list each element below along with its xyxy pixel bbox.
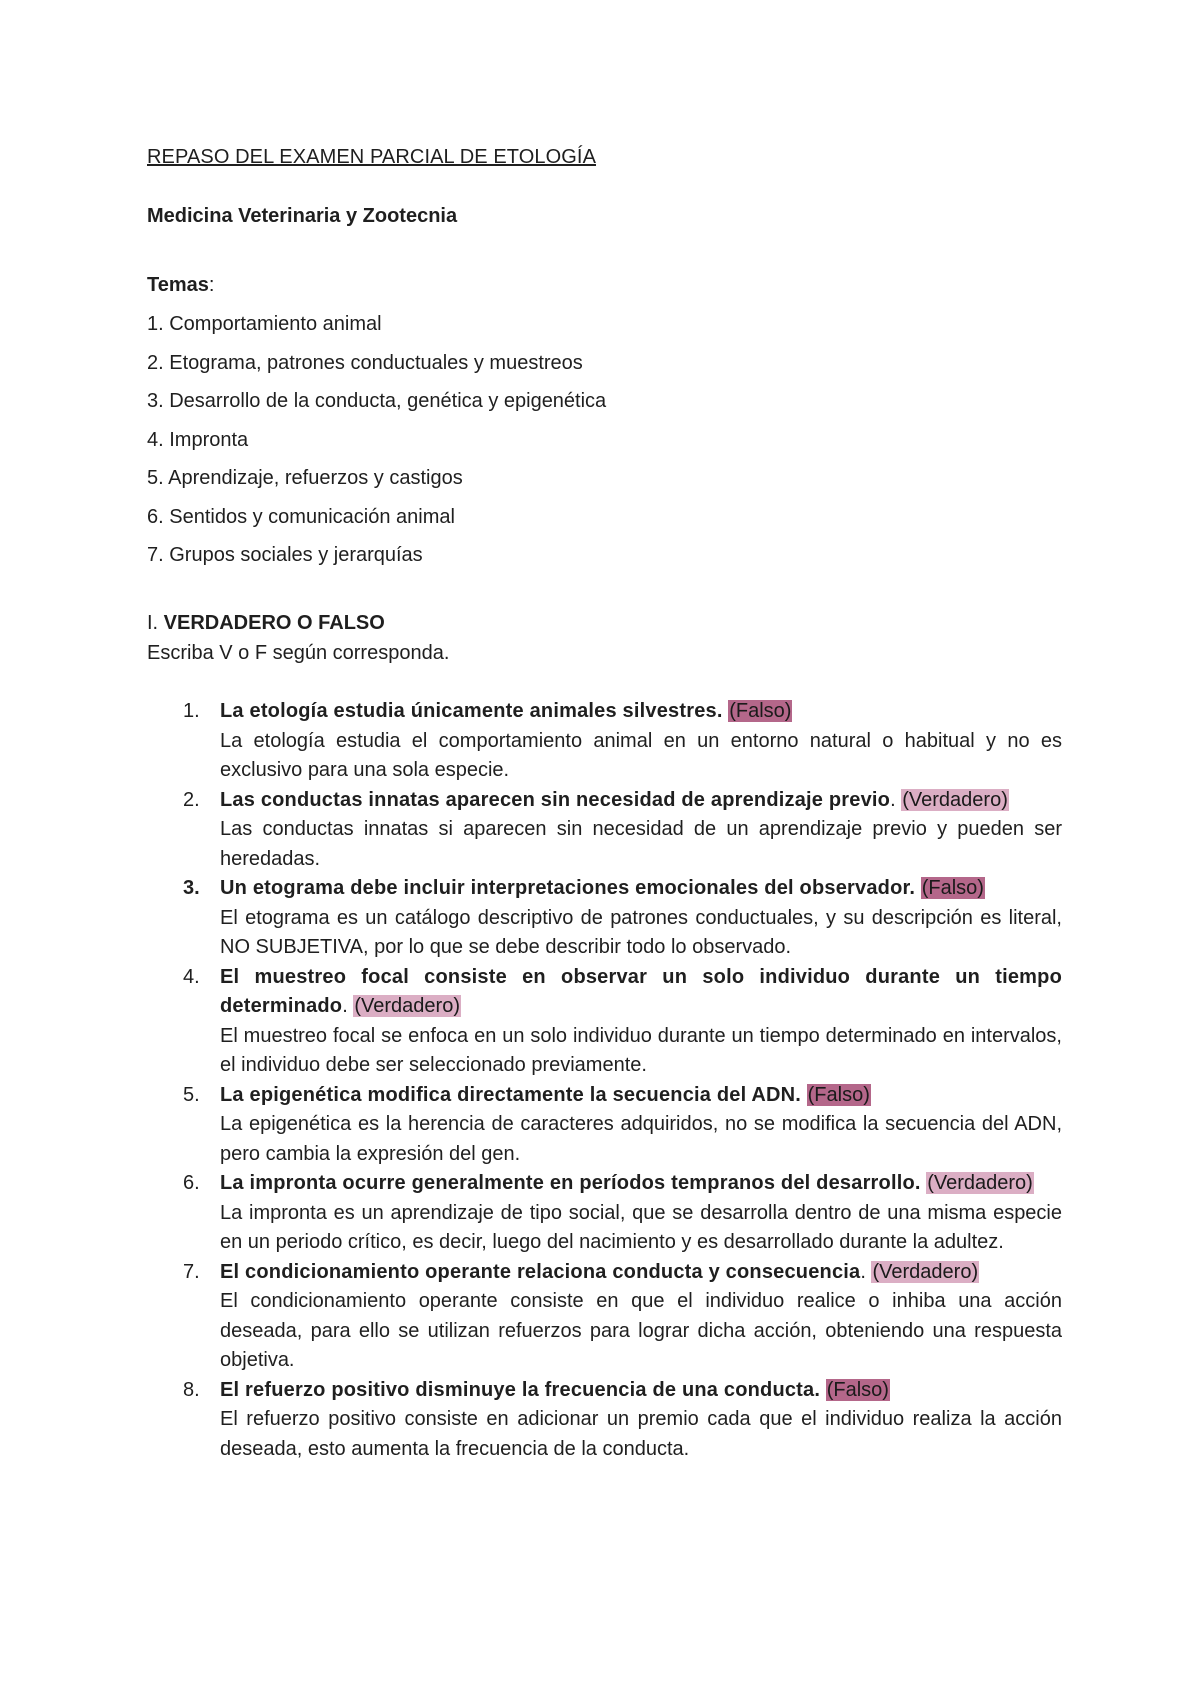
question-explanation: La impronta es un aprendizaje de tipo social, que se desarrolla dentro de una misma especie en un periodo crítico, es decir, luego del nacimiento y es desarrollado durante la adultez. — [220, 1201, 1062, 1253]
statement-separator: . — [860, 1260, 872, 1283]
question-item — [147, 786, 1062, 875]
question-item — [147, 1376, 1062, 1465]
question-number: 3. — [183, 877, 200, 899]
question-number: 1. — [183, 700, 200, 722]
question-item — [147, 1081, 1062, 1170]
question-explanation: El etograma es un catálogo descriptivo de patrones conductuales, y su descripción es literal, NO SUBJETIVA, por lo que se debe describir todo lo observado. — [220, 906, 1062, 958]
statement-separator: . — [342, 995, 354, 1017]
tema-item: 6. Sentidos y comunicación animal — [147, 505, 455, 528]
questions-list — [147, 697, 1062, 1464]
answer-badge: (Falso) — [807, 1083, 870, 1106]
statement-text: La epigenética modifica directamente la secuencia del ADN. — [220, 1083, 802, 1106]
statement-text: Un etograma debe incluir interpretaciones emocionales del observador. — [220, 877, 916, 899]
question-explanation: La epigenética es la herencia de caracteres adquiridos, no se modifica la secuencia del ADN, pero cambia la expresión del gen. — [220, 1113, 1062, 1165]
question-explanation: El refuerzo positivo consiste en adicionar un premio cada que el individuo realiza la acción deseada, esto aumenta la frecuencia de la conducta. — [220, 1408, 1062, 1460]
statement-separator — [801, 1084, 807, 1106]
statement-text: El condicionamiento operante relaciona conducta y consecuencia — [220, 1260, 861, 1283]
question-item — [147, 963, 1062, 1081]
question-item — [147, 874, 1062, 963]
tema-item: 7. Grupos sociales y jerarquías — [147, 544, 423, 566]
question-number: 2. — [183, 788, 200, 811]
temas-label: Temas — [147, 274, 209, 296]
question-explanation: El muestreo focal se enfoca en un solo individuo durante un tiempo determinado en intervalos, el individuo debe ser seleccionado previamente. — [220, 1024, 1062, 1076]
answer-badge: (Falso) — [826, 1378, 889, 1401]
section-instruction: Escriba V o F según corresponda. — [147, 642, 450, 664]
answer-badge: (Verdadero) — [927, 1172, 1033, 1194]
answer-badge: (Verdadero) — [354, 995, 460, 1017]
question-statement — [220, 697, 1062, 727]
question-statement — [220, 1169, 1062, 1199]
temas-colon: : — [208, 274, 215, 296]
question-statement — [220, 963, 1062, 1022]
statement-text: El muestreo focal consiste en observar un solo individuo durante un tiempo determinado — [220, 965, 1062, 1017]
statement-separator — [915, 877, 921, 899]
tema-item: 4. Impronta — [147, 428, 249, 451]
section-numeral: I. — [147, 612, 164, 634]
question-number: 8. — [183, 1378, 200, 1401]
question-statement — [220, 874, 1062, 904]
question-number: 5. — [183, 1083, 200, 1106]
question-explanation: Las conductas innatas si aparecen sin necesidad de un aprendizaje previo y pueden ser heredadas. — [220, 818, 1062, 870]
statement-text: Las conductas innatas aparecen sin necesidad de aprendizaje previo — [220, 788, 891, 811]
question-statement — [220, 786, 1062, 816]
statement-text: La impronta ocurre generalmente en períodos tempranos del desarrollo. — [220, 1172, 921, 1194]
question-statement — [220, 1081, 1062, 1111]
question-statement — [220, 1258, 1062, 1288]
tema-item: 5. Aprendizaje, refuerzos y castigos — [147, 467, 463, 489]
temas-heading — [147, 274, 214, 297]
question-explanation: El condicionamiento operante consiste en que el individuo realice o inhiba una acción deseada, para ello se utilizan refuerzos para lograr dicha acción, obteniendo una respuesta objetiva. — [220, 1290, 1062, 1371]
answer-badge: (Falso) — [921, 877, 984, 899]
answer-badge: (Falso) — [729, 700, 792, 722]
answer-badge: (Verdadero) — [872, 1260, 979, 1283]
tema-item: 2. Etograma, patrones conductuales y muestreos — [147, 351, 583, 374]
statement-separator — [820, 1379, 826, 1401]
document-subtitle: Medicina Veterinaria y Zootecnia — [147, 205, 458, 227]
answer-badge: (Verdadero) — [902, 788, 1008, 811]
section-title: VERDADERO O FALSO — [163, 612, 385, 634]
question-number: 7. — [183, 1260, 200, 1283]
tema-item: 3. Desarrollo de la conducta, genética y epigenética — [147, 390, 607, 412]
question-item — [147, 1169, 1062, 1258]
statement-text: La etología estudia únicamente animales silvestres. — [220, 700, 723, 722]
question-explanation: La etología estudia el comportamiento animal en un entorno natural o habitual y no es exclusivo para una sola especie. — [220, 729, 1062, 781]
temas-list — [147, 311, 606, 581]
question-statement — [220, 1376, 1062, 1406]
question-item — [147, 1258, 1062, 1376]
tema-item: 1. Comportamiento animal — [147, 313, 382, 335]
question-number: 6. — [183, 1172, 200, 1194]
question-item — [147, 697, 1062, 786]
question-number: 4. — [183, 965, 200, 988]
statement-separator: . — [890, 788, 902, 811]
section-heading — [147, 612, 385, 635]
document-title: REPASO DEL EXAMEN PARCIAL DE ETOLOGÍA — [147, 146, 597, 168]
statement-text: El refuerzo positivo disminuye la frecuencia de una conducta. — [220, 1378, 821, 1401]
